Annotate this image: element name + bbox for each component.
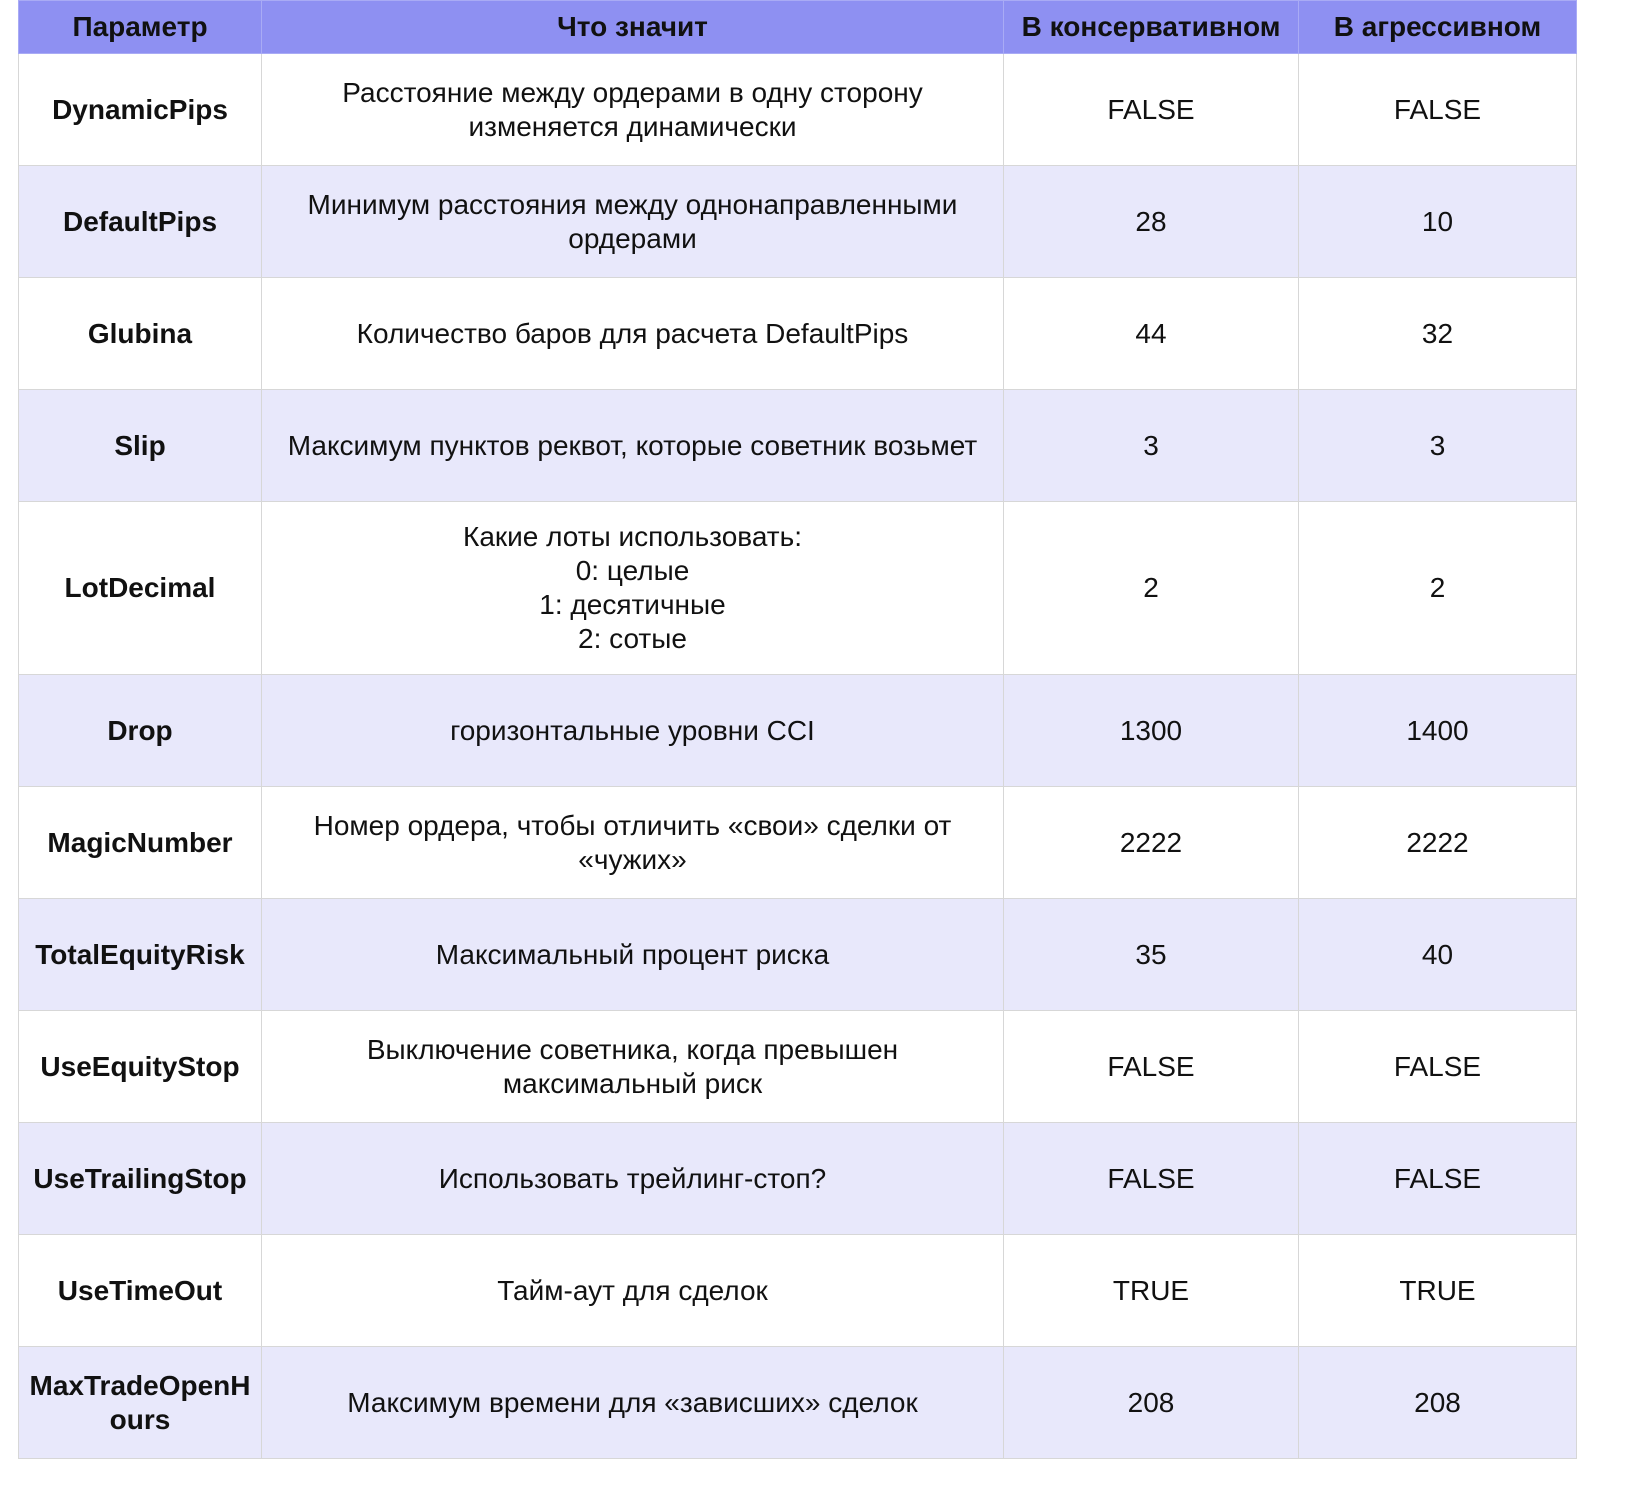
aggressive-value: 2	[1299, 502, 1577, 675]
table-row	[19, 675, 1577, 787]
param-meaning: Номер ордера, чтобы отличить «свои» сделки от «чужих»	[262, 787, 1004, 899]
table-row	[19, 1347, 1577, 1459]
conservative-value: 2222	[1004, 787, 1299, 899]
param-meaning: Минимум расстояния между однонаправленными ордерами	[262, 166, 1004, 278]
param-name: DynamicPips	[19, 54, 262, 166]
conservative-value: TRUE	[1004, 1235, 1299, 1347]
aggressive-value: 1400	[1299, 675, 1577, 787]
param-name: LotDecimal	[19, 502, 262, 675]
table-row	[19, 899, 1577, 1011]
header-row	[19, 1, 1577, 54]
conservative-value: 44	[1004, 278, 1299, 390]
param-meaning: Количество баров для расчета DefaultPips	[262, 278, 1004, 390]
table-row	[19, 390, 1577, 502]
param-name: UseTimeOut	[19, 1235, 262, 1347]
header-param: Параметр	[19, 1, 262, 54]
conservative-value: 208	[1004, 1347, 1299, 1459]
aggressive-value: FALSE	[1299, 54, 1577, 166]
table-header	[19, 1, 1577, 54]
conservative-value: 1300	[1004, 675, 1299, 787]
param-meaning: Максимум времени для «зависших» сделок	[262, 1347, 1004, 1459]
param-name: UseEquityStop	[19, 1011, 262, 1123]
param-name: Drop	[19, 675, 262, 787]
header-meaning: Что значит	[262, 1, 1004, 54]
param-meaning: Расстояние между ордерами в одну сторону изменяется динамически	[262, 54, 1004, 166]
table-row	[19, 1123, 1577, 1235]
param-name: UseTrailingStop	[19, 1123, 262, 1235]
aggressive-value: 2222	[1299, 787, 1577, 899]
table-body	[19, 54, 1577, 1459]
aggressive-value: TRUE	[1299, 1235, 1577, 1347]
table-row	[19, 166, 1577, 278]
param-name: MaxTradeOpenHours	[19, 1347, 262, 1459]
param-meaning: Использовать трейлинг-стоп?	[262, 1123, 1004, 1235]
table-row	[19, 502, 1577, 675]
param-name: TotalEquityRisk	[19, 899, 262, 1011]
conservative-value: FALSE	[1004, 1011, 1299, 1123]
param-meaning: Максимум пунктов реквот, которые советник возьмет	[262, 390, 1004, 502]
aggressive-value: 3	[1299, 390, 1577, 502]
aggressive-value: 208	[1299, 1347, 1577, 1459]
conservative-value: FALSE	[1004, 54, 1299, 166]
conservative-value: 3	[1004, 390, 1299, 502]
table-row	[19, 1011, 1577, 1123]
param-meaning: Максимальный процент риска	[262, 899, 1004, 1011]
table-row	[19, 1235, 1577, 1347]
param-name: MagicNumber	[19, 787, 262, 899]
aggressive-value: FALSE	[1299, 1011, 1577, 1123]
aggressive-value: 10	[1299, 166, 1577, 278]
param-name: Glubina	[19, 278, 262, 390]
aggressive-value: 32	[1299, 278, 1577, 390]
aggressive-value: 40	[1299, 899, 1577, 1011]
table-row	[19, 278, 1577, 390]
conservative-value: 2	[1004, 502, 1299, 675]
aggressive-value: FALSE	[1299, 1123, 1577, 1235]
table-row	[19, 54, 1577, 166]
parameters-table	[18, 0, 1577, 1459]
header-conservative: В консервативном	[1004, 1, 1299, 54]
param-name: DefaultPips	[19, 166, 262, 278]
table-row	[19, 787, 1577, 899]
conservative-value: 35	[1004, 899, 1299, 1011]
conservative-value: 28	[1004, 166, 1299, 278]
param-meaning: Выключение советника, когда превышен максимальный риск	[262, 1011, 1004, 1123]
header-aggressive: В агрессивном	[1299, 1, 1577, 54]
param-meaning: Какие лоты использовать: 0: целые 1: десятичные 2: сотые	[262, 502, 1004, 675]
conservative-value: FALSE	[1004, 1123, 1299, 1235]
param-meaning: горизонтальные уровни CCI	[262, 675, 1004, 787]
param-meaning: Тайм-аут для сделок	[262, 1235, 1004, 1347]
param-name: Slip	[19, 390, 262, 502]
